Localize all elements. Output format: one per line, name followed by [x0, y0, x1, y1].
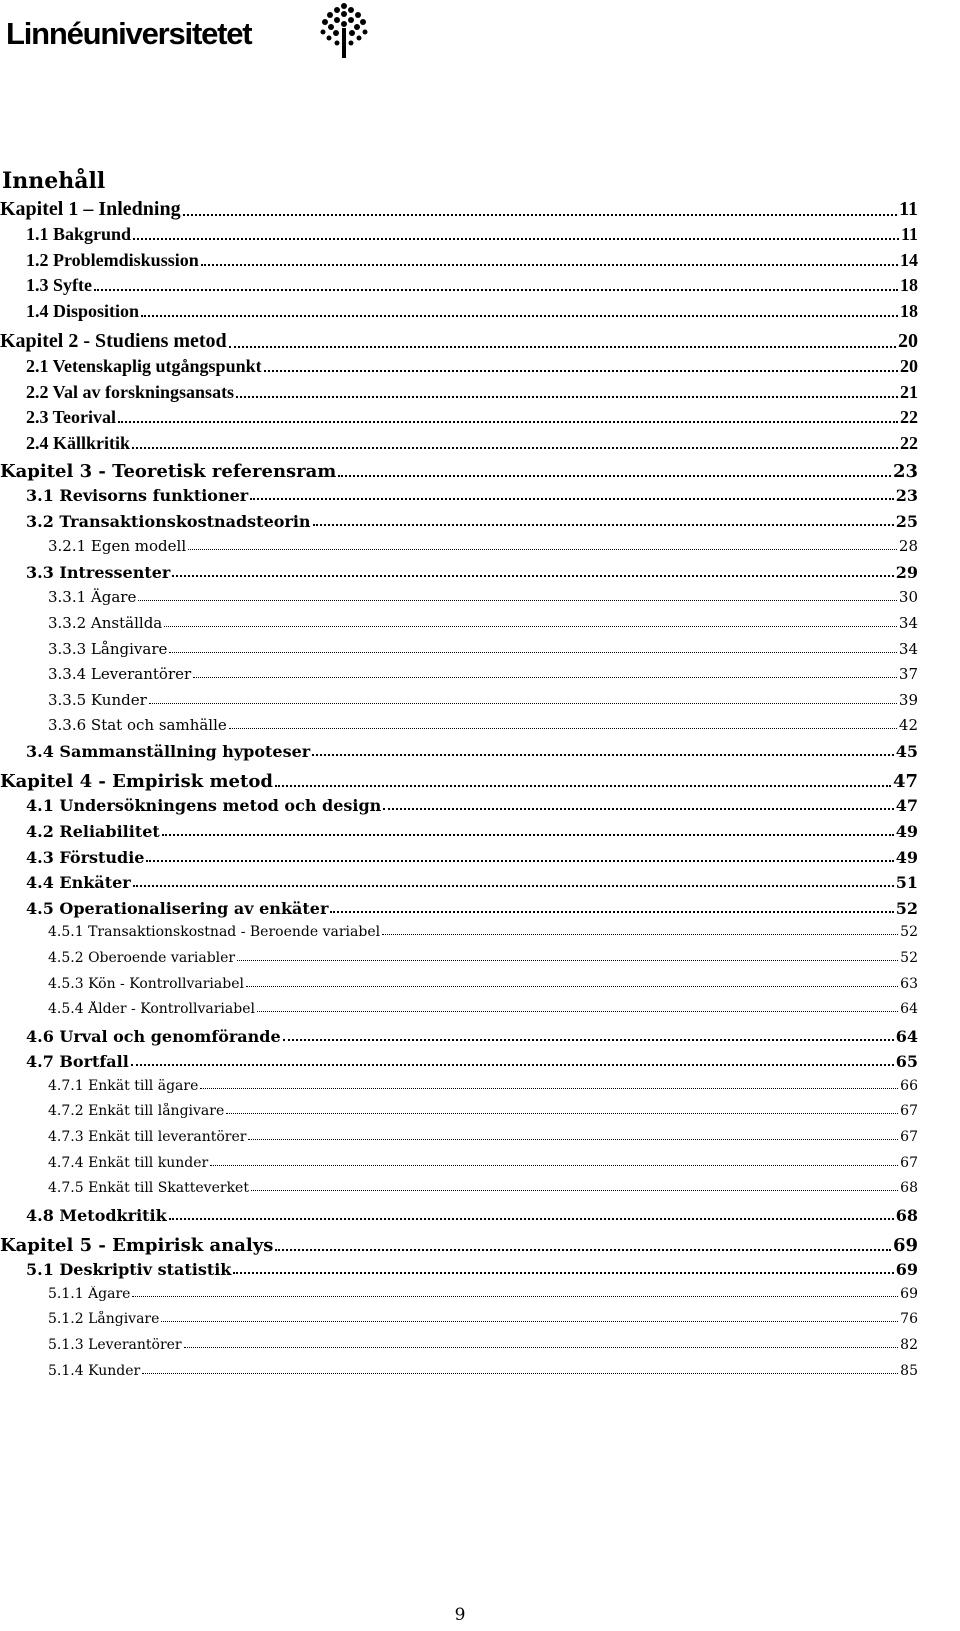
page-number: 9: [454, 1605, 466, 1625]
toc-entry[interactable]: [48, 1286, 918, 1302]
toc-entry-label: 4.3 Förstudie: [26, 848, 145, 867]
dot-leader: [162, 834, 894, 836]
toc-entry-page: 64: [900, 1001, 918, 1017]
toc-entry-page: 49: [895, 822, 918, 841]
dot-leader: [201, 264, 898, 266]
toc-entry[interactable]: [26, 356, 918, 377]
toc-entry[interactable]: [48, 1180, 918, 1196]
dot-leader: [236, 396, 898, 398]
toc-entry[interactable]: [26, 822, 918, 841]
toc-entry-label: 1.3 Syfte: [26, 275, 92, 295]
toc-entry[interactable]: [48, 716, 918, 734]
toc-entry[interactable]: [48, 976, 918, 992]
toc-entry-label: 1.2 Problemdiskussion: [26, 250, 199, 270]
toc-entry-label: 5.1.4 Kunder: [48, 1363, 141, 1379]
toc-entry-page: 68: [895, 1206, 918, 1225]
toc-entry-page: 34: [898, 640, 918, 658]
toc-entry-label: 3.3.5 Kunder: [48, 691, 147, 709]
toc-entry-page: 11: [899, 198, 918, 220]
toc-entry[interactable]: [26, 224, 918, 245]
toc-entry-page: 64: [895, 1027, 918, 1046]
dot-leader: [330, 911, 893, 913]
toc-entry-label: 3.3.6 Stat och samhälle: [48, 716, 227, 734]
toc-entry-page: 52: [900, 924, 918, 940]
toc-entry-page: 39: [898, 691, 918, 709]
toc-entry-label: 4.7.1 Enkät till ägare: [48, 1078, 199, 1094]
toc-entry[interactable]: [48, 614, 918, 632]
toc-entry[interactable]: [26, 407, 918, 428]
toc-entry[interactable]: [48, 1129, 918, 1145]
toc-entry[interactable]: [26, 563, 918, 582]
toc-entry-label: 3.3.3 Långivare: [48, 640, 168, 658]
dot-leader: [283, 1039, 894, 1041]
toc-entry[interactable]: [48, 1103, 918, 1119]
toc-entry-label: Kapitel 3 - Teoretisk referensram: [0, 461, 337, 482]
toc-entry-page: 82: [900, 1337, 918, 1353]
toc-entry-page: 23: [895, 486, 918, 505]
toc-entry-page: 49: [895, 848, 918, 867]
toc-entry-label: 4.7.3 Enkät till leverantörer: [48, 1129, 247, 1145]
toc-entry-label: 3.1 Revisorns funktioner: [26, 486, 249, 505]
toc-entry-label: Kapitel 4 - Empirisk metod: [0, 771, 273, 792]
toc-entry-label: 4.7.4 Enkät till kunder: [48, 1155, 209, 1171]
dot-leader: [133, 238, 899, 240]
dot-leader: [133, 885, 894, 887]
toc-entry-label: 3.3.1 Ägare: [48, 588, 137, 606]
dot-leader: [131, 1064, 894, 1066]
toc-entry-page: 23: [892, 461, 918, 482]
dot-leader: [164, 626, 897, 627]
toc-entry-page: 51: [895, 873, 918, 892]
toc-entry[interactable]: [0, 198, 918, 221]
dot-leader: [383, 808, 893, 810]
toc-entry-page: 76: [900, 1311, 918, 1327]
toc-entry[interactable]: [48, 950, 918, 966]
dot-leader: [338, 475, 891, 477]
toc-entry-page: 30: [898, 588, 918, 606]
toc-entry-page: 66: [900, 1078, 918, 1094]
dot-leader: [94, 289, 898, 291]
toc-entry-label: 5.1 Deskriptiv statistik: [26, 1260, 232, 1279]
dot-leader: [184, 1347, 899, 1348]
toc-entry-page: 69: [900, 1286, 918, 1302]
toc-entry-page: 69: [895, 1260, 918, 1279]
toc-entry[interactable]: [26, 382, 918, 403]
dot-leader: [118, 421, 898, 423]
dot-leader: [275, 1249, 891, 1251]
dot-leader: [313, 524, 894, 526]
dot-leader: [250, 498, 894, 500]
toc-entry-label: 3.2.1 Egen modell: [48, 537, 187, 555]
toc-entry-page: 45: [895, 742, 918, 761]
toc-entry[interactable]: [48, 665, 918, 683]
toc-entry-label: 4.7.2 Enkät till långivare: [48, 1103, 225, 1119]
dot-leader: [312, 754, 894, 756]
dot-leader: [172, 575, 893, 577]
toc-entry-label: 2.1 Vetenskaplig utgångspunkt: [26, 356, 262, 376]
dot-leader: [169, 652, 897, 653]
dot-leader: [275, 785, 891, 787]
toc-entry-label: 3.3.4 Leverantörer: [48, 665, 192, 683]
dot-leader: [141, 315, 898, 317]
toc-entry-label: 2.3 Teorival: [26, 407, 117, 427]
dot-leader: [138, 600, 897, 601]
toc-entry[interactable]: [0, 461, 918, 482]
toc-entry-page: 22: [900, 433, 918, 453]
toc-entry-label: 4.5.3 Kön - Kontrollvariabel: [48, 976, 244, 992]
toc-entry-label: 1.1 Bakgrund: [26, 224, 132, 244]
toc-entry[interactable]: [0, 1235, 918, 1256]
toc-entry-page: 22: [900, 407, 918, 427]
toc-entry-label: 5.1.2 Långivare: [48, 1311, 160, 1327]
toc-entry[interactable]: [26, 873, 918, 892]
toc-entry-label: Kapitel 2 - Studiens metod: [0, 330, 227, 352]
dot-leader: [149, 703, 897, 704]
toc-entry-page: 69: [892, 1235, 918, 1256]
toc-entry-page: 11: [900, 224, 918, 244]
toc-entry[interactable]: [48, 640, 918, 658]
toc-entry-page: 18: [900, 275, 918, 295]
dot-leader: [142, 1373, 898, 1374]
toc-entry[interactable]: [48, 537, 918, 555]
dot-leader: [188, 549, 897, 550]
dot-leader: [257, 1011, 898, 1012]
toc-entry-label: 2.4 Källkritik: [26, 433, 131, 453]
dot-leader: [226, 1113, 898, 1114]
dot-leader: [264, 370, 898, 372]
dot-leader: [233, 1272, 893, 1274]
toc-entry-label: 4.6 Urval och genomförande: [26, 1027, 281, 1046]
toc-entry-page: 18: [900, 301, 918, 321]
dot-leader: [146, 860, 893, 862]
toc-entry[interactable]: [48, 1001, 918, 1017]
toc-entry-page: 37: [898, 665, 918, 683]
dot-leader: [237, 960, 898, 961]
toc-entry-label: 1.4 Disposition: [26, 301, 140, 321]
toc-entry[interactable]: [48, 1311, 918, 1327]
toc-entry-page: 67: [900, 1129, 918, 1145]
logo-wordmark: Linnéuniversitetet: [6, 16, 252, 51]
toc-entry-label: 4.7 Bortfall: [26, 1052, 129, 1071]
toc-entry-label: Kapitel 1 – Inledning: [0, 198, 181, 220]
dot-leader: [229, 728, 897, 729]
dot-leader: [382, 934, 898, 935]
toc-entry-page: 85: [900, 1363, 918, 1379]
toc-entry-page: 42: [898, 716, 918, 734]
toc-entry[interactable]: [26, 848, 918, 867]
toc-entry-label: 5.1.1 Ägare: [48, 1286, 131, 1302]
tree-logo-icon: [320, 2, 368, 60]
dot-leader: [183, 214, 897, 216]
dot-leader: [193, 677, 897, 678]
toc-entry-label: 4.5.1 Transaktionskostnad - Beroende variabel: [48, 924, 381, 940]
toc-entry-label: 4.4 Enkäter: [26, 873, 131, 892]
dot-leader: [132, 447, 898, 449]
toc-entry[interactable]: [26, 433, 918, 454]
toc-entry-page: 63: [900, 976, 918, 992]
dot-leader: [229, 346, 896, 348]
toc-entry[interactable]: [26, 742, 918, 761]
toc-entry[interactable]: [48, 924, 918, 940]
toc-entry[interactable]: [26, 796, 918, 815]
dot-leader: [210, 1165, 898, 1166]
toc-entry[interactable]: [26, 1260, 918, 1279]
toc-entry-label: 4.7.5 Enkät till Skatteverket: [48, 1180, 249, 1196]
toc-entry[interactable]: [26, 486, 918, 505]
toc-entry[interactable]: [48, 1363, 918, 1379]
toc-entry[interactable]: [0, 330, 918, 353]
toc-entry[interactable]: [26, 1206, 918, 1225]
dot-leader: [161, 1321, 898, 1322]
toc-entry-page: 52: [895, 899, 918, 918]
dot-leader: [251, 1190, 898, 1191]
toc-entry[interactable]: [0, 771, 918, 792]
toc-entry-page: 28: [898, 537, 918, 555]
toc-entry[interactable]: [26, 275, 918, 296]
toc-entry[interactable]: [26, 1052, 918, 1071]
toc-entry-label: 3.2 Transaktionskostnadsteorin: [26, 512, 311, 531]
toc-entry-page: 52: [900, 950, 918, 966]
toc-entry-label: 3.4 Sammanställning hypoteser: [26, 742, 311, 761]
dot-leader: [246, 986, 898, 987]
toc-entry[interactable]: [48, 1337, 918, 1353]
toc-entry-page: 65: [895, 1052, 918, 1071]
dot-leader: [248, 1139, 898, 1140]
toc-entry[interactable]: [26, 1027, 918, 1046]
toc-entry[interactable]: [48, 1078, 918, 1094]
dot-leader: [169, 1218, 894, 1220]
toc-entry-page: 34: [898, 614, 918, 632]
toc-entry-label: 4.5 Operationalisering av enkäter: [26, 899, 329, 918]
toc-entry[interactable]: [26, 512, 918, 531]
toc-entry-label: 4.2 Reliabilitet: [26, 822, 160, 841]
toc-entry-page: 20: [900, 356, 918, 376]
toc-entry-label: 2.2 Val av forskningsansats: [26, 382, 235, 402]
dot-leader: [132, 1296, 898, 1297]
toc-entry-label: 4.1 Undersökningens metod och design: [26, 796, 382, 815]
toc-entry-label: 3.3 Intressenter: [26, 563, 171, 582]
toc-entry-label: 4.5.2 Oberoende variabler: [48, 950, 236, 966]
toc-entry-page: 21: [900, 382, 918, 402]
toc-entry-page: 25: [895, 512, 918, 531]
toc-entry-page: 68: [900, 1180, 918, 1196]
toc-entry-page: 14: [900, 250, 918, 270]
toc-entry[interactable]: [48, 588, 918, 606]
toc-entry-label: 4.5.4 Ålder - Kontrollvariabel: [48, 1001, 255, 1017]
toc-entry[interactable]: [26, 301, 918, 322]
toc-heading: Innehåll: [2, 168, 106, 194]
toc-entry[interactable]: [26, 899, 918, 918]
toc-entry-page: 20: [898, 330, 918, 352]
toc-entry-label: Kapitel 5 - Empirisk analys: [0, 1235, 274, 1256]
toc-entry-label: 4.8 Metodkritik: [26, 1206, 167, 1225]
toc-entry[interactable]: [48, 691, 918, 709]
toc-entry-page: 29: [895, 563, 918, 582]
toc-entry-label: 3.3.2 Anställda: [48, 614, 163, 632]
toc-entry-page: 47: [895, 796, 918, 815]
toc-entry[interactable]: [48, 1155, 918, 1171]
toc-entry-page: 47: [892, 771, 918, 792]
toc-entry-label: 5.1.3 Leverantörer: [48, 1337, 182, 1353]
toc-entry-page: 67: [900, 1103, 918, 1119]
dot-leader: [200, 1088, 898, 1089]
toc-entry[interactable]: [26, 250, 918, 271]
toc-entry-page: 67: [900, 1155, 918, 1171]
